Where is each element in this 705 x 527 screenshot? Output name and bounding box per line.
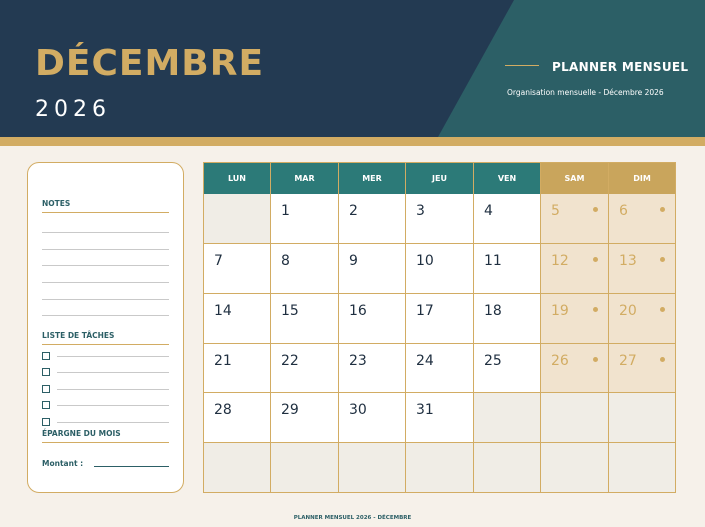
day-number: 21	[214, 353, 232, 369]
weekday-header: DIM	[609, 163, 676, 194]
task-checkbox[interactable]	[42, 352, 50, 360]
day-cell[interactable]	[474, 294, 541, 344]
notes-line[interactable]	[42, 282, 169, 283]
day-number: 2	[349, 203, 358, 219]
day-cell[interactable]	[204, 194, 271, 244]
day-cell[interactable]	[541, 443, 609, 493]
savings-title: ÉPARGNE DU MOIS	[42, 429, 121, 438]
day-cell[interactable]	[204, 393, 271, 443]
day-cell[interactable]	[271, 294, 339, 344]
task-line[interactable]	[57, 356, 169, 357]
savings-underline	[42, 442, 169, 443]
day-number: 14	[214, 303, 232, 319]
day-number: 18	[484, 303, 502, 319]
day-cell[interactable]	[271, 443, 339, 493]
day-number: 19	[551, 303, 569, 319]
task-checkbox[interactable]	[42, 418, 50, 426]
weekend-dot-icon	[660, 307, 665, 312]
day-number: 29	[281, 402, 299, 418]
day-cell[interactable]	[474, 393, 541, 443]
weekend-dot-icon	[660, 207, 665, 212]
day-cell[interactable]	[541, 344, 609, 393]
day-number: 4	[484, 203, 493, 219]
day-cell[interactable]	[474, 344, 541, 393]
notes-line[interactable]	[42, 232, 169, 233]
weekday-header: JEU	[406, 163, 474, 194]
tasks-underline	[42, 344, 169, 345]
day-number: 28	[214, 402, 232, 418]
day-cell[interactable]	[609, 393, 676, 443]
day-cell[interactable]	[609, 294, 676, 344]
day-cell[interactable]	[204, 244, 271, 294]
day-number: 26	[551, 353, 569, 369]
day-cell[interactable]	[609, 344, 676, 393]
task-line[interactable]	[57, 422, 169, 423]
amount-field[interactable]	[94, 466, 169, 467]
footer-text: PLANNER MENSUEL 2026 - DÉCEMBRE	[293, 515, 412, 521]
weekend-dot-icon	[660, 257, 665, 262]
month-title: DÉCEMBRE	[35, 43, 265, 84]
weekday-header: MAR	[271, 163, 339, 194]
year-label: 2026	[35, 97, 111, 122]
day-number: 8	[281, 253, 290, 269]
day-cell[interactable]	[406, 244, 474, 294]
day-cell[interactable]	[204, 344, 271, 393]
notes-line[interactable]	[42, 249, 169, 250]
day-cell[interactable]	[609, 443, 676, 493]
day-number: 20	[619, 303, 637, 319]
gold-accent-line	[505, 65, 539, 66]
day-cell[interactable]	[339, 194, 406, 244]
header-banner	[0, 0, 705, 137]
day-number: 1	[281, 203, 290, 219]
day-number: 24	[416, 353, 434, 369]
day-number: 3	[416, 203, 425, 219]
day-number: 5	[551, 203, 560, 219]
day-number: 27	[619, 353, 637, 369]
day-cell[interactable]	[406, 443, 474, 493]
task-checkbox[interactable]	[42, 401, 50, 409]
day-number: 30	[349, 402, 367, 418]
task-checkbox[interactable]	[42, 368, 50, 376]
day-number: 16	[349, 303, 367, 319]
sidebar-panel	[27, 162, 184, 493]
day-cell[interactable]	[339, 344, 406, 393]
day-number: 6	[619, 203, 628, 219]
weekend-dot-icon	[593, 307, 598, 312]
day-cell[interactable]	[541, 244, 609, 294]
task-checkbox[interactable]	[42, 385, 50, 393]
day-number: 11	[484, 253, 502, 269]
tasks-title: LISTE DE TÂCHES	[42, 331, 115, 340]
day-number: 7	[214, 253, 223, 269]
amount-label: Montant :	[42, 459, 84, 468]
day-cell[interactable]	[406, 194, 474, 244]
day-number: 12	[551, 253, 569, 269]
day-cell[interactable]	[339, 443, 406, 493]
day-cell[interactable]	[406, 344, 474, 393]
day-cell[interactable]	[204, 294, 271, 344]
day-number: 25	[484, 353, 502, 369]
notes-line[interactable]	[42, 315, 169, 316]
weekend-dot-icon	[660, 357, 665, 362]
day-cell[interactable]	[474, 443, 541, 493]
day-cell[interactable]	[339, 244, 406, 294]
day-number: 22	[281, 353, 299, 369]
notes-line[interactable]	[42, 299, 169, 300]
notes-underline	[42, 212, 169, 213]
weekend-dot-icon	[593, 207, 598, 212]
day-cell[interactable]	[339, 294, 406, 344]
day-cell[interactable]	[271, 244, 339, 294]
day-cell[interactable]	[406, 294, 474, 344]
weekend-dot-icon	[593, 357, 598, 362]
day-number: 10	[416, 253, 434, 269]
day-number: 17	[416, 303, 434, 319]
day-cell[interactable]	[204, 443, 271, 493]
weekday-header: VEN	[474, 163, 541, 194]
day-cell[interactable]	[271, 393, 339, 443]
day-cell[interactable]	[474, 194, 541, 244]
weekday-header: SAM	[541, 163, 609, 194]
day-cell[interactable]	[271, 344, 339, 393]
day-cell[interactable]	[474, 244, 541, 294]
gold-divider-stripe	[0, 137, 705, 146]
weekday-header: MER	[339, 163, 406, 194]
task-line[interactable]	[57, 389, 169, 390]
day-cell[interactable]	[609, 194, 676, 244]
calendar-grid	[203, 162, 676, 493]
day-number: 31	[416, 402, 434, 418]
day-cell[interactable]	[271, 194, 339, 244]
day-cell[interactable]	[541, 393, 609, 443]
day-number: 9	[349, 253, 358, 269]
notes-title: NOTES	[42, 199, 71, 208]
planner-title: PLANNER MENSUEL	[552, 60, 689, 74]
day-cell[interactable]	[406, 393, 474, 443]
day-number: 15	[281, 303, 299, 319]
weekday-header: LUN	[204, 163, 271, 194]
day-number: 13	[619, 253, 637, 269]
notes-line[interactable]	[42, 265, 169, 266]
day-number: 23	[349, 353, 367, 369]
day-cell[interactable]	[541, 294, 609, 344]
task-line[interactable]	[57, 405, 169, 406]
task-line[interactable]	[57, 372, 169, 373]
planner-subtitle: Organisation mensuelle - Décembre 2026	[507, 88, 664, 97]
weekend-dot-icon	[593, 257, 598, 262]
day-cell[interactable]	[339, 393, 406, 443]
day-cell[interactable]	[609, 244, 676, 294]
day-cell[interactable]	[541, 194, 609, 244]
